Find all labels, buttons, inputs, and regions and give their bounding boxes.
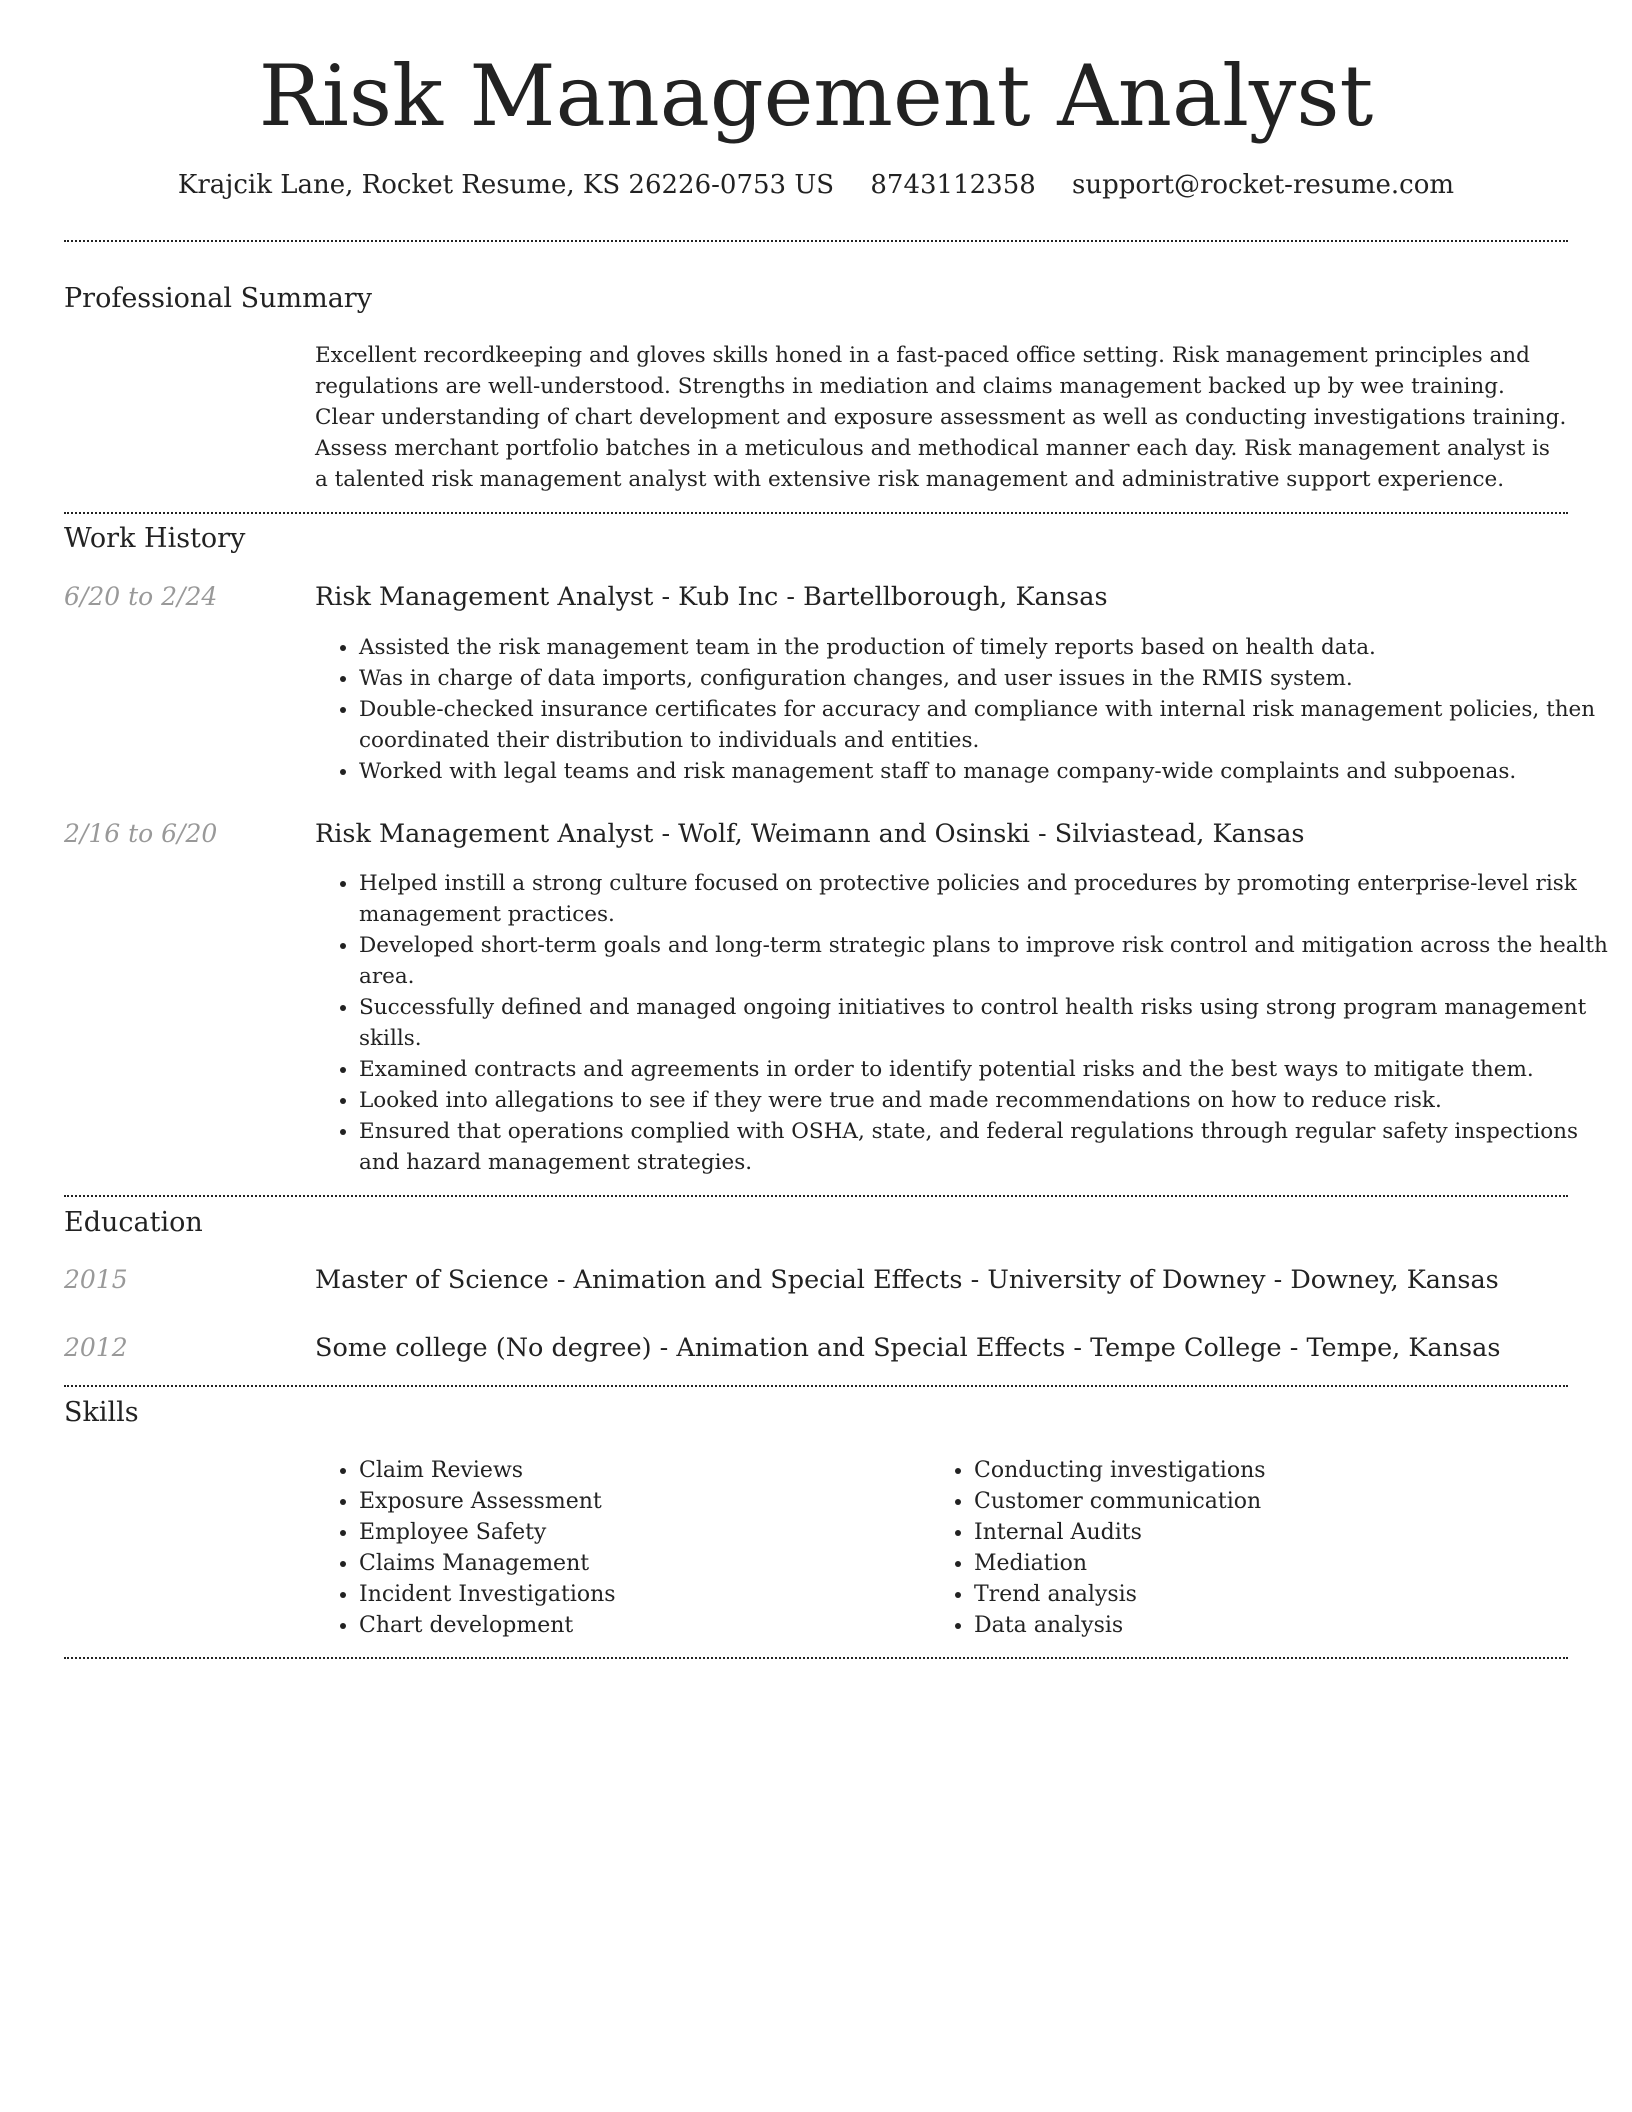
work-history-heading: Work History <box>64 523 246 554</box>
summary-heading: Professional Summary <box>64 283 372 314</box>
list-item: • Was in charge of data imports, configuration changes, and user issues in the RMIS system. <box>359 663 1612 694</box>
skill-item: • Incident Investigations <box>359 1579 919 1610</box>
skill-item: • Employee Safety <box>359 1517 919 1548</box>
job-company-location: - Wolf, Weimann and Osinski - Silviastead, Kansas <box>653 819 1305 849</box>
job-title: Risk Management Analyst <box>315 582 654 612</box>
section-divider <box>64 1385 1568 1387</box>
contact-line <box>0 170 1632 200</box>
list-item: • Ensured that operations complied with OSHA, state, and federal regulations through regular safety inspections and hazard management strategies. <box>359 1116 1612 1178</box>
degree: Some college (No degree) <box>315 1333 652 1363</box>
job-dates: 6/20 to 2/24 <box>64 582 218 611</box>
list-item: • Worked with legal teams and risk management staff to manage company-wide complaints and subpoenas. <box>359 756 1612 787</box>
list-item: • Double-checked insurance certificates for accuracy and compliance with internal risk management policies, then coordinated their distribution to individuals and entities. <box>359 694 1612 756</box>
list-item: • Looked into allegations to see if they were true and made recommendations on how to reduce risk. <box>359 1085 1612 1116</box>
list-item: • Examined contracts and agreements in order to identify potential risks and the best ways to mitigate them. <box>359 1054 1612 1085</box>
job-dates: 2/16 to 6/20 <box>64 819 218 848</box>
skill-item: • Chart development <box>359 1610 919 1641</box>
education-year: 2015 <box>64 1265 128 1294</box>
job-title: Risk Management Analyst <box>315 819 654 849</box>
section-divider <box>64 240 1568 242</box>
section-divider <box>64 1657 1568 1659</box>
skill-item: • Customer communication <box>974 1486 1574 1517</box>
skill-item: • Data analysis <box>974 1610 1574 1641</box>
education-entry <box>315 1333 1500 1363</box>
summary-text: Excellent recordkeeping and gloves skills honed in a fast-paced office setting. Risk management principles and regulations are well-understood. Strengths in mediation and claims management backed up by wee training. Clear understanding of chart development and exposure assessment as well as conducting investigations training. Assess merchant portfolio batches in a meticulous and methodical manner each day. Risk management analyst is a talented risk management analyst with extensive risk management and administrative support experience. <box>315 343 1567 492</box>
list-item: • Developed short-term goals and long-term strategic plans to improve risk control and mitigation across the health area. <box>359 930 1612 992</box>
job-bullets <box>315 868 1612 1178</box>
education-entry <box>315 1265 1499 1295</box>
list-item: • Assisted the risk management team in the production of timely reports based on health data. <box>359 632 1612 663</box>
job-heading <box>315 819 1305 849</box>
job-company-location: - Kub Inc - Bartellborough, Kansas <box>653 582 1108 612</box>
job-heading <box>315 582 1108 612</box>
skills-list-right <box>930 1455 1574 1641</box>
skill-item: • Conducting investigations <box>974 1455 1574 1486</box>
contact-email: support@rocket-resume.com <box>1072 170 1455 200</box>
degree: Master of Science <box>315 1265 549 1295</box>
skill-item: • Trend analysis <box>974 1579 1574 1610</box>
skill-item: • Claims Management <box>359 1548 919 1579</box>
section-divider <box>64 1195 1568 1197</box>
education-year: 2012 <box>64 1333 128 1362</box>
contact-phone: 8743112358 <box>870 170 1036 200</box>
contact-address: Krajcik Lane, Rocket Resume, KS 26226-0753 US <box>177 170 835 200</box>
skill-item: • Exposure Assessment <box>359 1486 919 1517</box>
education-details: - Animation and Special Effects - University of Downey - Downey, Kansas <box>548 1265 1499 1295</box>
job-bullets <box>315 632 1612 787</box>
candidate-name: Risk Management Analyst <box>258 47 1374 145</box>
list-item: • Successfully defined and managed ongoing initiatives to control health risks using strong program management skills. <box>359 992 1612 1054</box>
section-divider <box>64 512 1568 514</box>
list-item: • Helped instill a strong culture focused on protective policies and procedures by promoting enterprise-level risk management practices. <box>359 868 1612 930</box>
skill-item: • Internal Audits <box>974 1517 1574 1548</box>
skills-heading: Skills <box>64 1397 139 1428</box>
education-details: - Animation and Special Effects - Tempe College - Tempe, Kansas <box>651 1333 1501 1363</box>
skill-item: • Claim Reviews <box>359 1455 919 1486</box>
skill-item: • Mediation <box>974 1548 1574 1579</box>
skills-list-left <box>315 1455 919 1641</box>
education-heading: Education <box>64 1207 203 1238</box>
